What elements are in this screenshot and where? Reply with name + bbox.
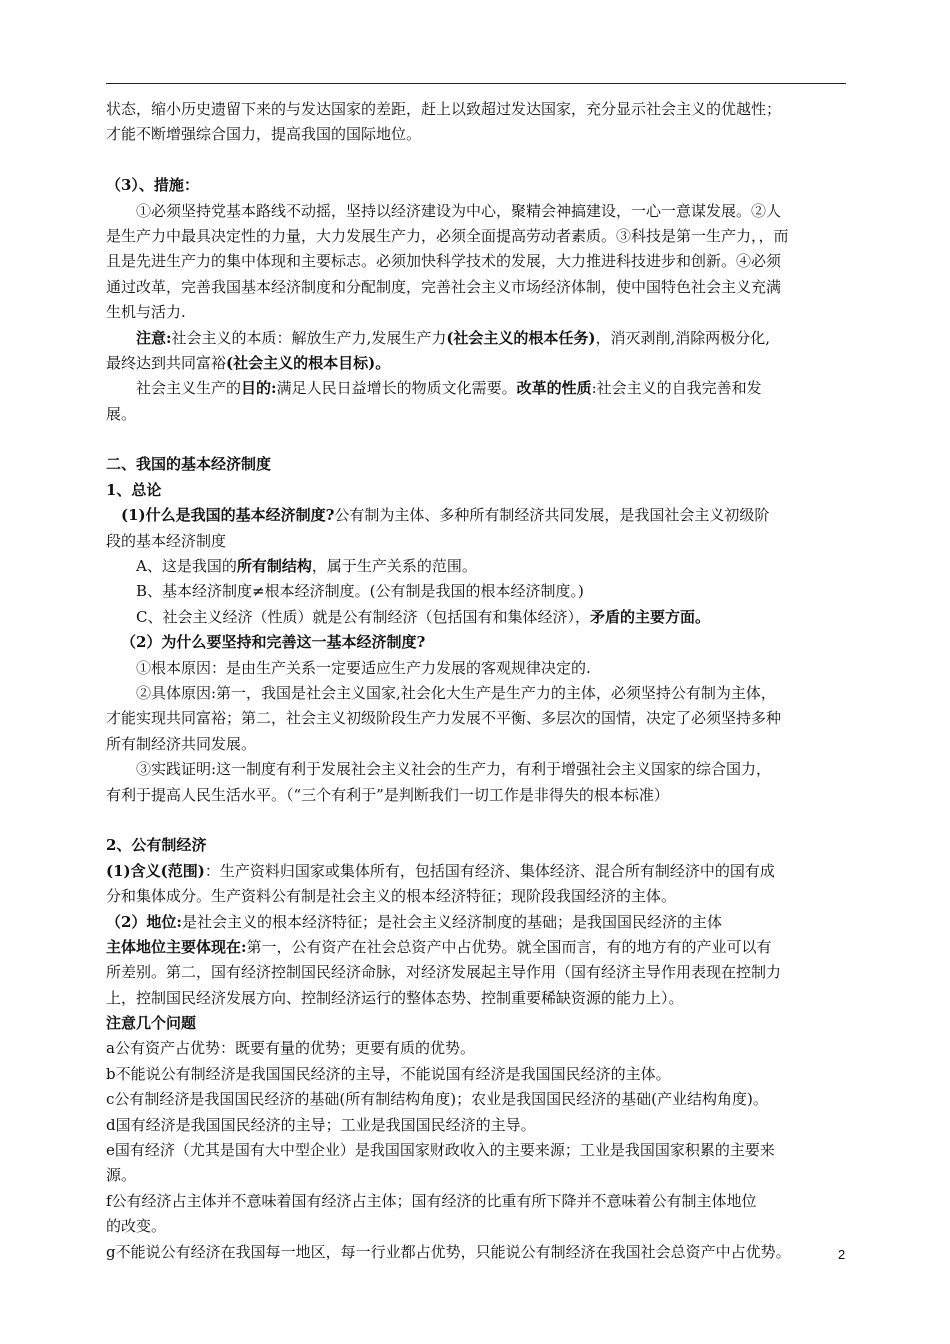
text-line [106,605,846,630]
body-text: 公有制为主体、多种所有制经济共同发展，是我国社会主义初级阶 [334,506,770,525]
body-text: 且是先进生产力的集中体现和主要标志。必须加快科学技术的发展，大力推进科技进步和创新。④必须 [106,252,782,271]
bold-text: (1)含义(范围) [106,861,205,880]
text-line [106,1087,846,1112]
text-line [106,1138,846,1163]
text-line [106,732,846,757]
body-text: c公有制经济是我国国民经济的基础(所有制结构角度)；农业是我国国民经济的基础(产业结构角度)。 [106,1090,768,1109]
body-text: ，属于生产关系的范围。 [311,557,477,576]
body-text: B、基本经济制度≠根本经济制度。(公有制是我国的根本经济制度。) [136,582,584,601]
body-text: ②具体原因:第一，我国是社会主义国家,社会化大生产是生产力的主体，必须坚持公有制为主体， [136,683,776,702]
document-body [106,97,846,1265]
text-line [106,1113,846,1138]
blank-line [106,427,846,452]
bold-text: （2）为什么要坚持和完善这一基本经济制度? [121,633,426,652]
body-text: d国有经济是我国国民经济的主导；工业是我国国民经济的主导。 [106,1115,536,1134]
body-text: e国有经济（尤其是国有大中型企业）是我国国家财政收入的主要来源；工业是我国国家积累的主要来 [106,1141,775,1160]
text-line [106,884,846,909]
blank-line [106,808,846,833]
body-text: g不能说公有经济在我国每一地区，每一行业都占优势，只能说公有制经济在我国社会总资产中占优势。 [106,1242,791,1261]
body-text: ①必须坚持党基本路线不动摇，坚持以经济建设为中心，聚精会神搞建设，一心一意谋发展。②人 [136,201,782,220]
bold-text: 所有制结构 [236,557,312,576]
text-line [106,1062,846,1087]
text-line [106,376,846,401]
text-line [106,681,846,706]
text-line [106,656,846,681]
text-line [106,452,846,477]
bold-text: 注意几个问题 [106,1014,197,1033]
text-line [106,351,846,376]
body-text: 满足人民日益增长的物质文化需要。 [276,379,517,398]
text-line [106,275,846,300]
body-text: 第一，公有资产在社会总资产中占优势。就全国而言，有的地方有的产业可以有 [246,937,772,956]
body-text: 所有制经济共同发展。 [106,734,257,753]
text-line [106,173,846,198]
bold-text: 矛盾的主要方面。 [589,607,710,626]
text-line [106,1189,846,1214]
body-text: 源。 [106,1166,137,1185]
blank-line [106,148,846,173]
body-text: 才能实现共同富裕；第二，社会主义初级阶段生产力发展不平衡、多层次的国情，决定了必须坚持多种 [106,709,782,728]
body-text: :社会主义的自我完善和发 [591,379,762,398]
text-line [106,630,846,655]
body-text: ，消灭剥削,消除两极分化, [595,328,771,347]
text-line [106,529,846,554]
bold-text: 目的: [241,379,277,398]
text-line [106,960,846,985]
text-line [106,1163,846,1188]
body-text: A、这是我国的 [136,557,237,576]
text-line [106,1011,846,1036]
bold-text: 二、我国的基本经济制度 [106,455,272,474]
body-text: 是生产力中最具决定性的力量，大力发展生产力，必须全面提高劳动者素质。③科技是第一生产力，，而 [106,226,789,245]
body-text: 的改变。 [106,1217,167,1236]
text-line [106,935,846,960]
body-text: 展。 [106,404,137,423]
body-text: 生机与活力. [106,303,186,322]
bold-text: （3）、措施： [106,176,199,195]
text-line [106,300,846,325]
body-text: b不能说公有制经济是我国国民经济的主导，不能说国有经济是我国国民经济的主体。 [106,1064,671,1083]
body-text: 分和集体成分。生产资料公有制是社会主义的根本经济特征；现阶段我国经济的主体。 [106,887,677,906]
body-text: 社会主义的本质：解放生产力,发展生产力 [171,328,447,347]
text-line [106,579,846,604]
text-line [106,402,846,427]
text-line [106,859,846,884]
body-text: 状态，缩小历史遗留下来的与发达国家的差距，赶上以致超过发达国家，充分显示社会主义的优越性； [106,100,782,118]
text-line [106,554,846,579]
body-text: 段的基本经济制度 [106,531,227,550]
bold-text: （2）地位: [106,912,182,931]
text-line [106,478,846,503]
body-text: ：生产资料归国家或集体所有，包括国有经济、集体经济、混合所有制经济中的国有成 [204,861,775,880]
text-line [106,503,846,528]
text-line [106,910,846,935]
body-text: a公有资产占优势：既要有量的优势；更要有质的优势。 [106,1039,475,1058]
bold-text: 2、公有制经济 [106,836,207,855]
body-text: f公有经济占主体并不意味着国有经济占主体；国有经济的比重有所下降并不意味着公有制主体地位 [106,1191,757,1210]
body-text: ①根本原因：是由生产关系一定要适应生产力发展的客观规律决定的. [136,658,591,677]
text-line [106,706,846,731]
body-text: 通过改革，完善我国基本经济制度和分配制度，完善社会主义市场经济体制，使中国特色社会主义充满 [106,277,782,296]
text-line [106,986,846,1011]
body-text: 是社会主义的根本经济特征；是社会主义经济制度的基础；是我国国民经济的主体 [181,912,722,931]
header-rule [106,83,846,84]
bold-text: 主体地位主要体现在: [106,937,247,956]
text-line [106,1036,846,1061]
bold-text: 1、总论 [106,480,162,499]
text-line [106,199,846,224]
text-line [106,97,846,122]
bold-text: (社会主义的根本任务) [446,328,596,347]
text-line [106,224,846,249]
text-line [106,757,846,782]
bold-text: 改革的性质 [516,379,592,398]
body-text: ③实践证明:这一制度有利于发展社会主义社会的生产力，有利于增强社会主义国家的综合国力， [136,760,772,779]
text-line [106,783,846,808]
bold-text: (1)什么是我国的基本经济制度? [121,506,335,525]
body-text: 才能不断增强综合国力，提高我国的国际地位。 [106,125,422,144]
text-line [106,249,846,274]
text-line [106,833,846,858]
body-text: 上，控制国民经济发展方向、控制经济运行的整体态势、控制重要稀缺资源的能力上）。 [106,988,684,1007]
body-text: 所差别。第二，国有经济控制国民经济命脉，对经济发展起主导作用（国有经济主导作用表现在控制力 [106,963,782,982]
body-text: 有利于提高人民生活水平。（“三个有利于”是判断我们一切工作是非得失的根本标准） [106,785,669,804]
text-line [106,1214,846,1239]
body-text: 最终达到共同富裕 [106,353,227,372]
page-number: 2 [838,1247,846,1262]
bold-text: (社会主义的根本目标)。 [226,353,391,372]
text-line [106,122,846,147]
text-line [106,1240,846,1265]
body-text: C、社会主义经济（性质）就是公有制经济（包括国有和集体经济）， [136,607,590,626]
body-text: 社会主义生产的 [136,379,242,398]
text-line [106,326,846,351]
bold-text: 注意: [136,328,172,347]
